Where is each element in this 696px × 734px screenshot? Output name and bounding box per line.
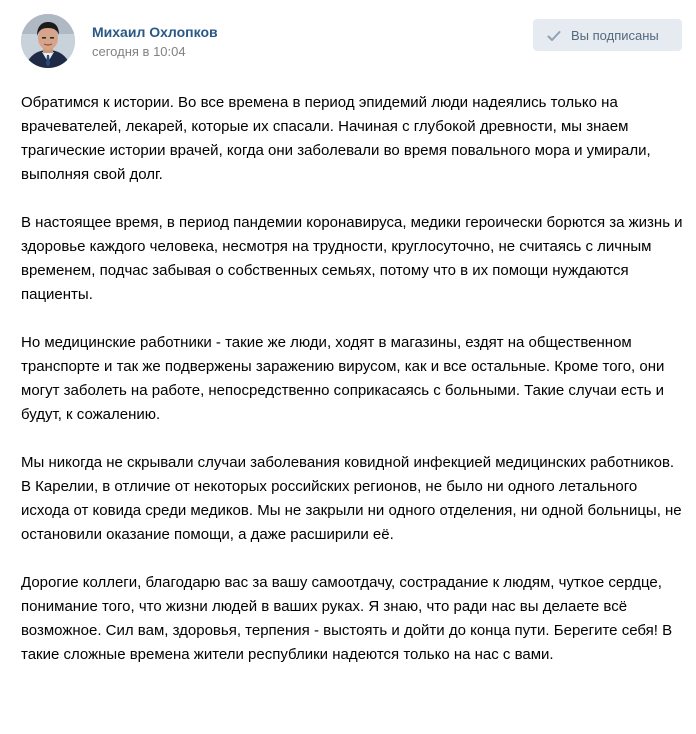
post-text	[21, 91, 683, 691]
post-paragraph: Дорогие коллеги, благодарю вас за вашу самоотдачу, сострадание к людям, чуткое сердце, понимание того, что жизни людей в ваших руках. Я знаю, что ради нас вы делаете всё возможное. Сил вам, здоровья, терпения - выстоять и дойти до конца пути. Берегите себя! В такие сложные времена жители республики надеются только на нас с вами.	[21, 574, 673, 663]
subscribed-button[interactable]	[533, 19, 682, 51]
post-header	[0, 0, 696, 80]
post-paragraph: Мы никогда не скрывали случаи заболевания ковидной инфекцией медицинских работников. В Карелии, в отличие от некоторых российских регионов, не было ни одного летального исхода от ковида среди медиков. Мы не закрыли ни одного отделения, ни одной больницы, не остановили оказание помощи, а даже расширили её.	[21, 454, 682, 543]
post-paragraph: В настоящее время, в период пандемии коронавируса, медики героически борются за жизнь и здоровье каждого человека, несмотря на трудности, круглосуточно, не считаясь с личным временем, подчас забывая о собственных семьях, потому что в их помощи нуждаются пациенты.	[21, 214, 683, 303]
subscribed-label: Вы подписаны	[571, 27, 659, 43]
author-name-link[interactable]: Михаил Охлопков	[92, 24, 218, 40]
post-date-link[interactable]: сегодня в 10:04	[92, 44, 186, 59]
post-paragraph: Обратимся к истории. Во все времена в период эпидемий люди надеялись только на врачевателей, лекарей, которые их спасали. Начиная с глубокой древности, мы знаем трагические истории врачей, когда они заболевали во время повального мора и умирали, выполняя свой долг.	[21, 94, 651, 183]
avatar-photo	[21, 14, 75, 68]
author-avatar[interactable]	[21, 14, 75, 68]
check-icon	[547, 29, 561, 41]
post-paragraph: Но медицинские работники - такие же люди, ходят в магазины, ездят на общественном транспорте и так же подвержены заражению вирусом, как и все остальные. Кроме того, они могут заболеть на работе, непосредственно соприкасаясь с больными. Такие случаи есть и будут, к сожалению.	[21, 334, 665, 423]
